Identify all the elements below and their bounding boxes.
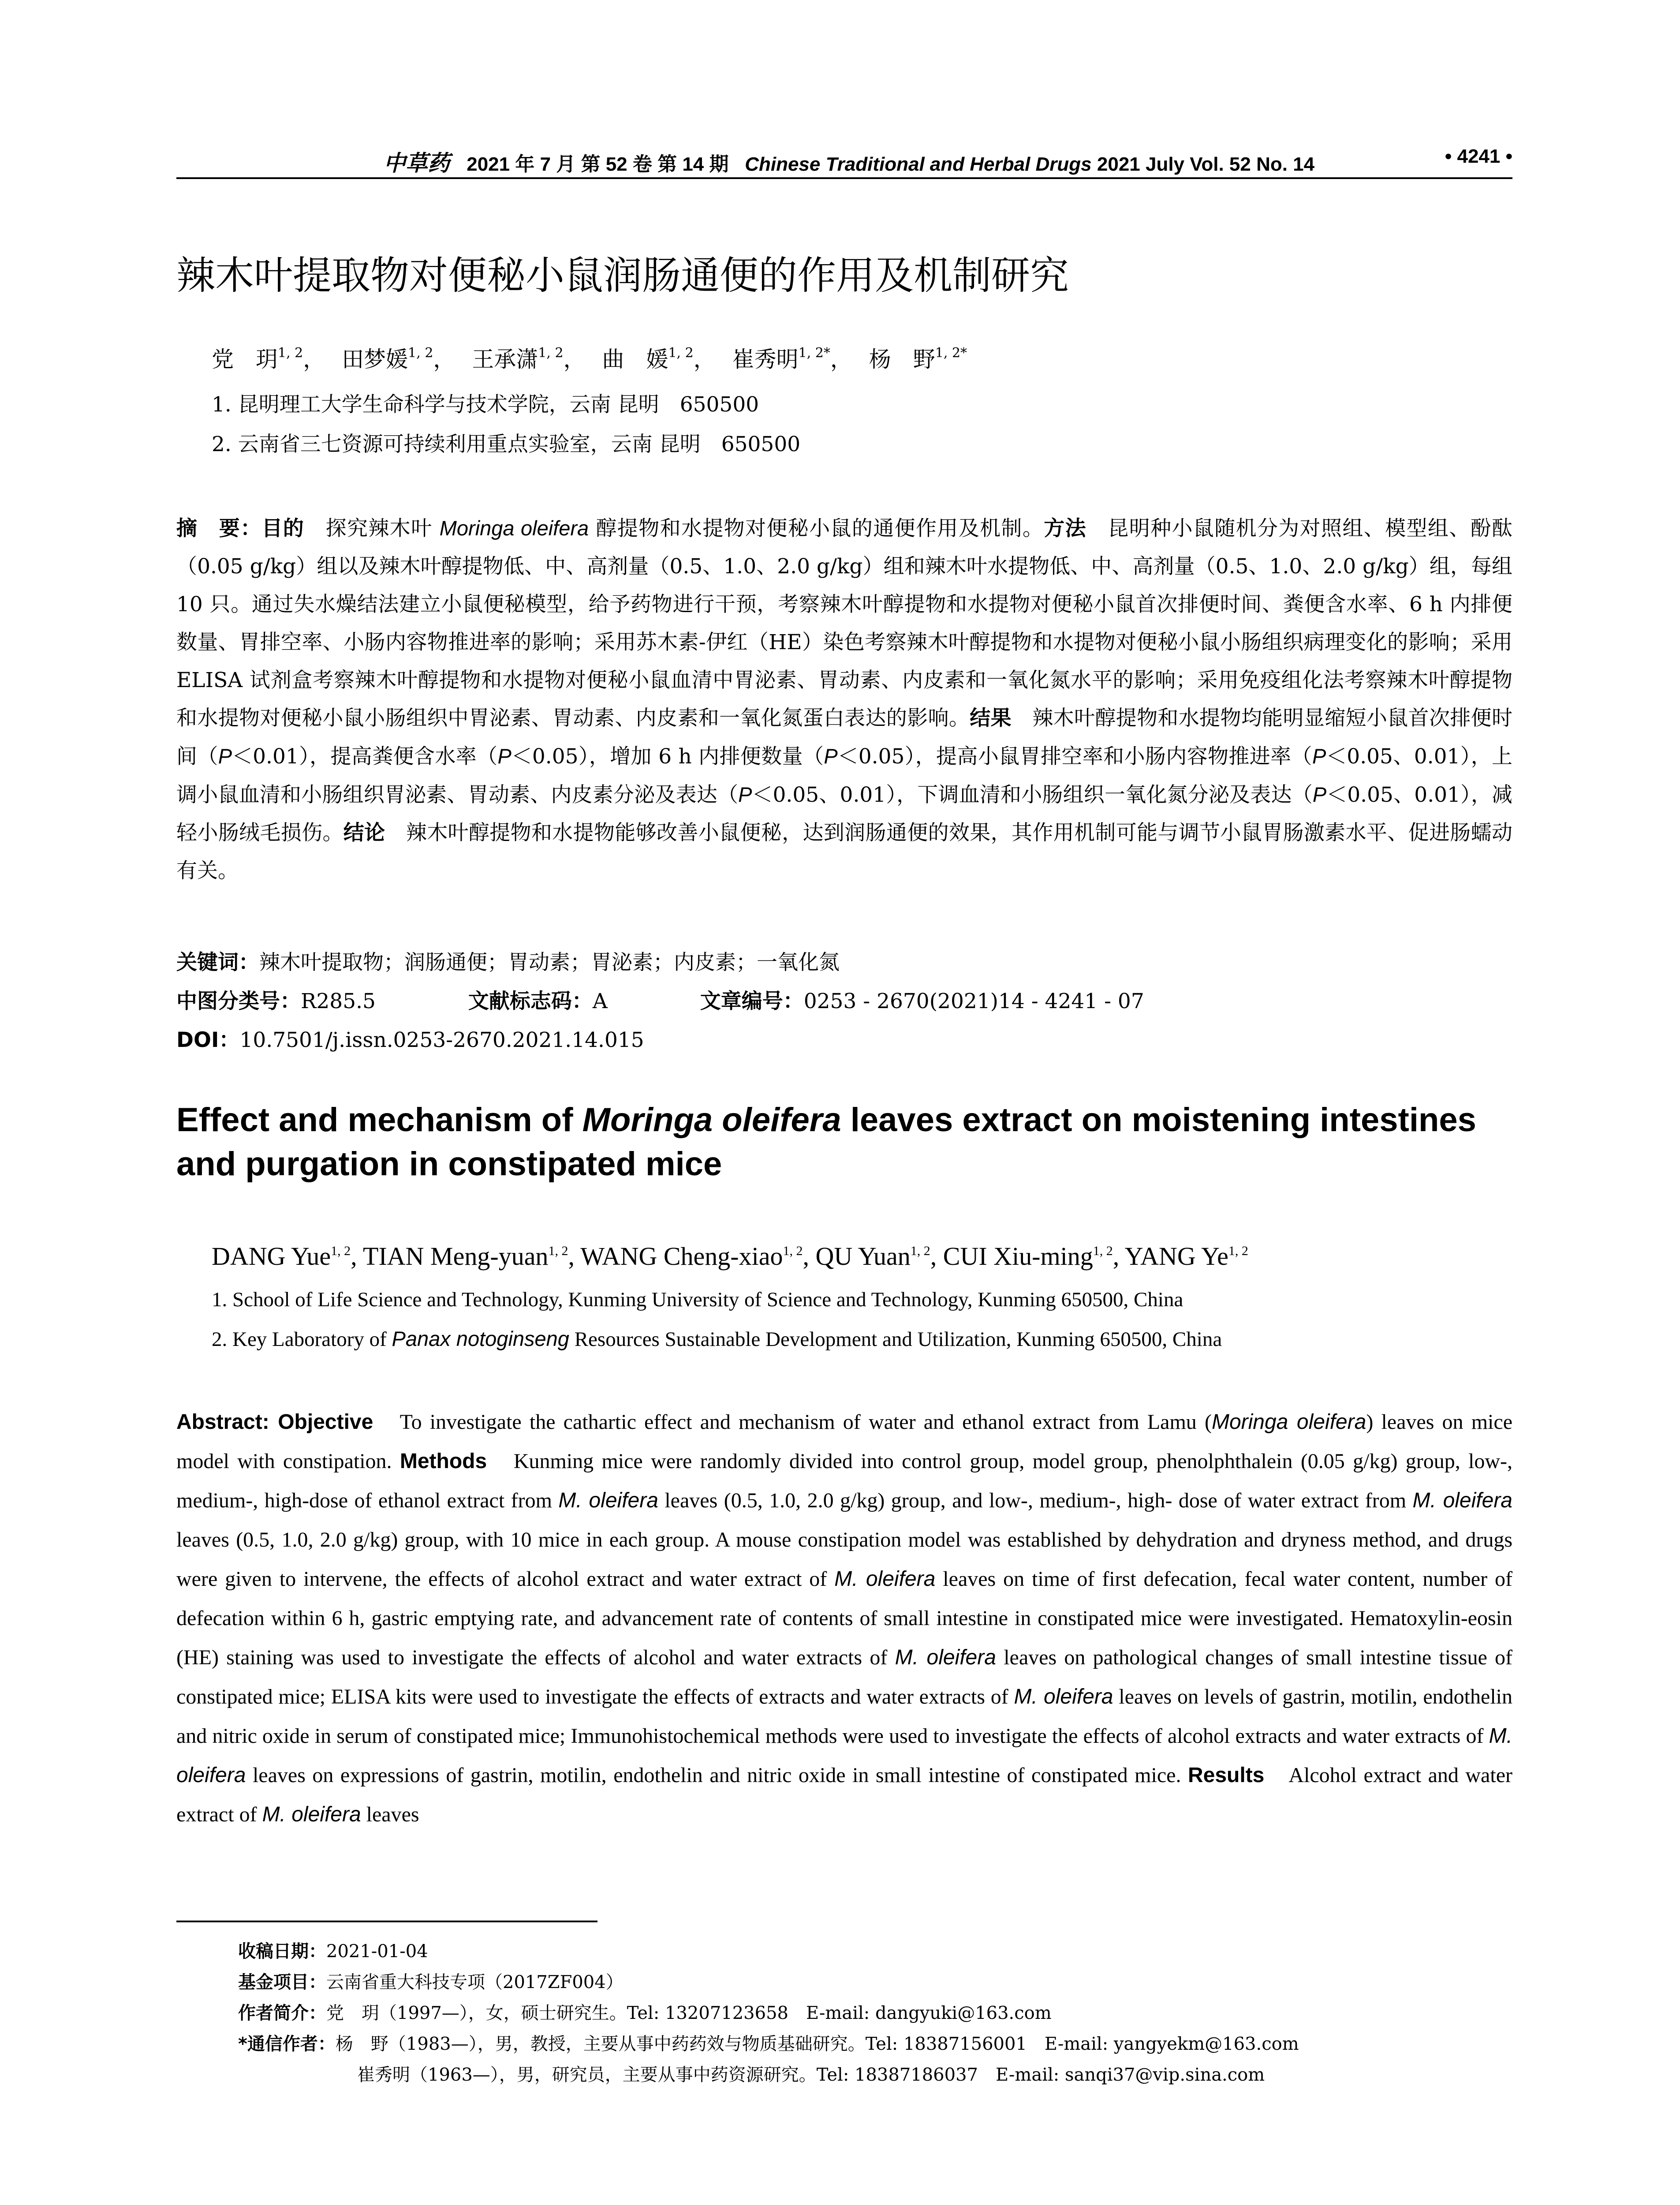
running-header bbox=[176, 146, 1512, 176]
footnote-rule bbox=[176, 1921, 597, 1922]
methods-label-cn: 方法 bbox=[1044, 516, 1086, 541]
authors-cn bbox=[212, 342, 977, 374]
corresponding-author: *通信作者：杨 野（1983—），男，教授，主要从事中药药效与物质基础研究。Tel: 18387156001 E-mail: yangyekm@163.com bbox=[238, 2034, 1299, 2054]
keywords-line: 关键词：辣木叶提取物；润肠通便；胃动素；胃泌素；内皮素；一氧化氮 bbox=[176, 950, 840, 975]
conclusion-label-cn: 结论 bbox=[343, 821, 385, 845]
affiliation-cn-1: 1. 昆明理工大学生命科学与技术学院，云南 昆明 650500 bbox=[212, 392, 759, 417]
clc-number: R285.5 bbox=[301, 989, 376, 1013]
results-label-cn: 结果 bbox=[970, 706, 1012, 730]
journal-issue-line bbox=[384, 146, 1314, 177]
affiliation-en-1: 1. School of Life Science and Technology, Kunming University of Science and Technology, Kunming 650500, China bbox=[212, 1288, 1183, 1311]
header-rule bbox=[176, 177, 1512, 179]
authors-en bbox=[212, 1241, 1248, 1271]
author-en: QU Yuan$^{1, 2}$, bbox=[815, 1242, 943, 1271]
title-cn: 辣木叶提取物对便秘小鼠润肠通便的作用及机制研究 bbox=[176, 253, 1069, 298]
results-label-en: Results bbox=[1187, 1764, 1265, 1787]
doi: 10.7501/j.issn.0253-2670.2021.14.015 bbox=[239, 1028, 644, 1052]
author-cn: 崔秀明$^{1, 2*}$， bbox=[732, 345, 852, 372]
objective-label-cn: 目的 bbox=[261, 516, 305, 541]
title-en: Effect and mechanism of Moringa oleifera leaves extract on moistening intestines and purgation in constipated mice bbox=[176, 1101, 1476, 1183]
author-en: YANG Ye$^{1, 2}$ bbox=[1124, 1242, 1248, 1271]
abstract-cn: 摘 要：目的 探究辣木叶 Moringa oleifera 醇提物和水提物对便秘小鼠的通便作用及机制。方法 昆明种小鼠随机分为对照组、模型组、酚酞（0.05 g/kg）组以及辣木叶醇提物低、中、高剂量（0.5、1.0、2.0 g/kg）组和辣木叶水提物低、中、高剂量（0.5、1.0、2.0 g/kg）组，每组 10 只。通过失水燥结法建立小鼠便秘模型，给予药物进行干预，考察辣木叶醇提物和水提物对便秘小鼠首次排便时间、粪便含水率、6 h 内排便数量、胃排空率、小肠内容物推进率的影响；采用苏木素-伊红（HE）染色考察辣木叶醇提物和水提物对便秘小鼠小肠组织病理变化的影响；采用 ELISA 试剂盒考察辣木叶醇提物和水提物对便秘小鼠血清中胃泌素、胃动素、内皮素和一氧化氮水平的影响；采用免疫组化法考察辣木叶醇提物和水提物对便秘小鼠小肠组织中胃泌素、胃动素、内皮素和一氧化氮蛋白表达的影响。结果 辣木叶醇提物和水提物均能明显缩短小鼠首次排便时间（P＜0.01），提高粪便含水率（P＜0.05），增加 6 h 内排便数量（P＜0.05），提高小鼠胃排空率和小肠内容物推进率（P＜0.05、0.01），上调小鼠血清和小肠组织胃泌素、胃动素、内皮素分泌及表达（P＜0.05、0.01），下调血清和小肠组织一氧化氮分泌及表达（P＜0.05、0.01），减轻小肠绒毛损伤。结论 辣木叶醇提物和水提物能够改善小鼠便秘，达到润肠通便的效果，其作用机制可能与调节小鼠胃肠激素水平、促进肠蠕动有关。 bbox=[176, 516, 1513, 883]
author-en: WANG Cheng-xiao$^{1, 2}$, bbox=[580, 1242, 816, 1271]
author-cn: 王承潇$^{1, 2}$， bbox=[472, 345, 586, 372]
author-cn: 杨 野$^{1, 2*}$ bbox=[869, 345, 967, 372]
author-bio: 作者简介：党 玥（1997—），女，硕士研究生。Tel: 13207123658 E-mail: dangyuki@163.com bbox=[238, 2003, 1052, 2023]
abstract-en: Abstract: Objective To investigate the cathartic effect and mechanism of water and ethanol extract from Lamu (Moringa oleifera) leaves on mice model with constipation. Methods Kunming mice were randomly divided into control group, model group, phenolphthalein (0.05 g/kg) group, low-, medium-, high-dose of ethanol extract from M. oleifera leaves (0.5, 1.0, 2.0 g/kg) group, and low-, medium-, high- dose of water extract from M. oleifera leaves (0.5, 1.0, 2.0 g/kg) group, with 10 mice in each group. A mouse constipation model was established by dehydration and dryness method, and drugs were given to intervene, the effects of alcohol extract and water extract of M. oleifera leaves on time of first defecation, fecal water content, number of defecation within 6 h, gastric emptying rate, and advancement rate of contents of small intestine in constipated mice were investigated. Hematoxylin-eosin (HE) staining was used to investigate the effects of alcohol and water extracts of M. oleifera leaves on pathological changes of small intestine tissue of constipated mice; ELISA kits were used to investigate the effects of extracts and water extracts of M. oleifera leaves on levels of gastrin, motilin, endothelin and nitric oxide in serum of constipated mice; Immunohistochemical methods were used to investigate the effects of alcohol extracts and water extracts of M. oleifera leaves on expressions of gastrin, motilin, endothelin and nitric oxide in small intestine of constipated mice. Results Alcohol extract and water extract of M. oleifera leaves bbox=[176, 1410, 1513, 1826]
methods-label-en: Methods bbox=[399, 1450, 487, 1473]
document-code: A bbox=[592, 989, 608, 1013]
species-name: Moringa oleifera bbox=[439, 516, 589, 540]
keywords: 辣木叶提取物；润肠通便；胃动素；胃泌素；内皮素；一氧化氮 bbox=[259, 950, 840, 975]
doi-line: DOI：10.7501/j.issn.0253-2670.2021.14.015 bbox=[176, 1028, 644, 1052]
author-en: TIAN Meng-yuan$^{1, 2}$, bbox=[363, 1242, 581, 1271]
abstract-label-cn: 摘 要： bbox=[176, 516, 262, 541]
author-cn: 曲 媛$^{1, 2}$， bbox=[602, 345, 716, 372]
author-en: CUI Xiu-ming$^{1, 2}$, bbox=[943, 1242, 1125, 1271]
footnotes bbox=[238, 1936, 1517, 2090]
author-cn: 田梦媛$^{1, 2}$， bbox=[342, 345, 455, 372]
author-cn: 党 玥$^{1, 2}$， bbox=[212, 345, 325, 372]
received-date: 收稿日期：2021-01-04 bbox=[238, 1941, 428, 1962]
article-number: 0253 - 2670(2021)14 - 4241 - 07 bbox=[803, 989, 1144, 1013]
corresponding-author-2: 崔秀明（1963—），男，研究员，主要从事中药资源研究。Tel: 18387186037 E-mail: sanqi37@vip.sina.com bbox=[357, 2065, 1265, 2085]
affiliation-cn-2: 2. 云南省三七资源可持续利用重点实验室，云南 昆明 650500 bbox=[212, 432, 801, 456]
classification-line: 中图分类号：R285.5 文献标志码：A 文章编号：0253 - 2670(2021)14 - 4241 - 07 bbox=[176, 989, 1144, 1013]
fund-info: 基金项目：云南省重大科技专项（2017ZF004） bbox=[238, 1972, 623, 1992]
issue-cn: 2021 年 7 月 第 52 卷 第 14 期 bbox=[467, 153, 729, 175]
issue-en: 2021 July Vol. 52 No. 14 bbox=[1097, 153, 1315, 175]
page-number: • 4241 • bbox=[1445, 146, 1512, 167]
abstract-label-en: Abstract: Objective bbox=[176, 1410, 373, 1434]
affiliation-en-2: 2. Key Laboratory of Panax notoginseng Resources Sustainable Development and Utilization, Kunming 650500, China bbox=[212, 1327, 1222, 1351]
journal-logo: 中草药 bbox=[384, 150, 450, 176]
journal-name-en: Chinese Traditional and Herbal Drugs bbox=[745, 153, 1092, 175]
author-en: DANG Yue$^{1, 2}$, bbox=[212, 1242, 363, 1271]
